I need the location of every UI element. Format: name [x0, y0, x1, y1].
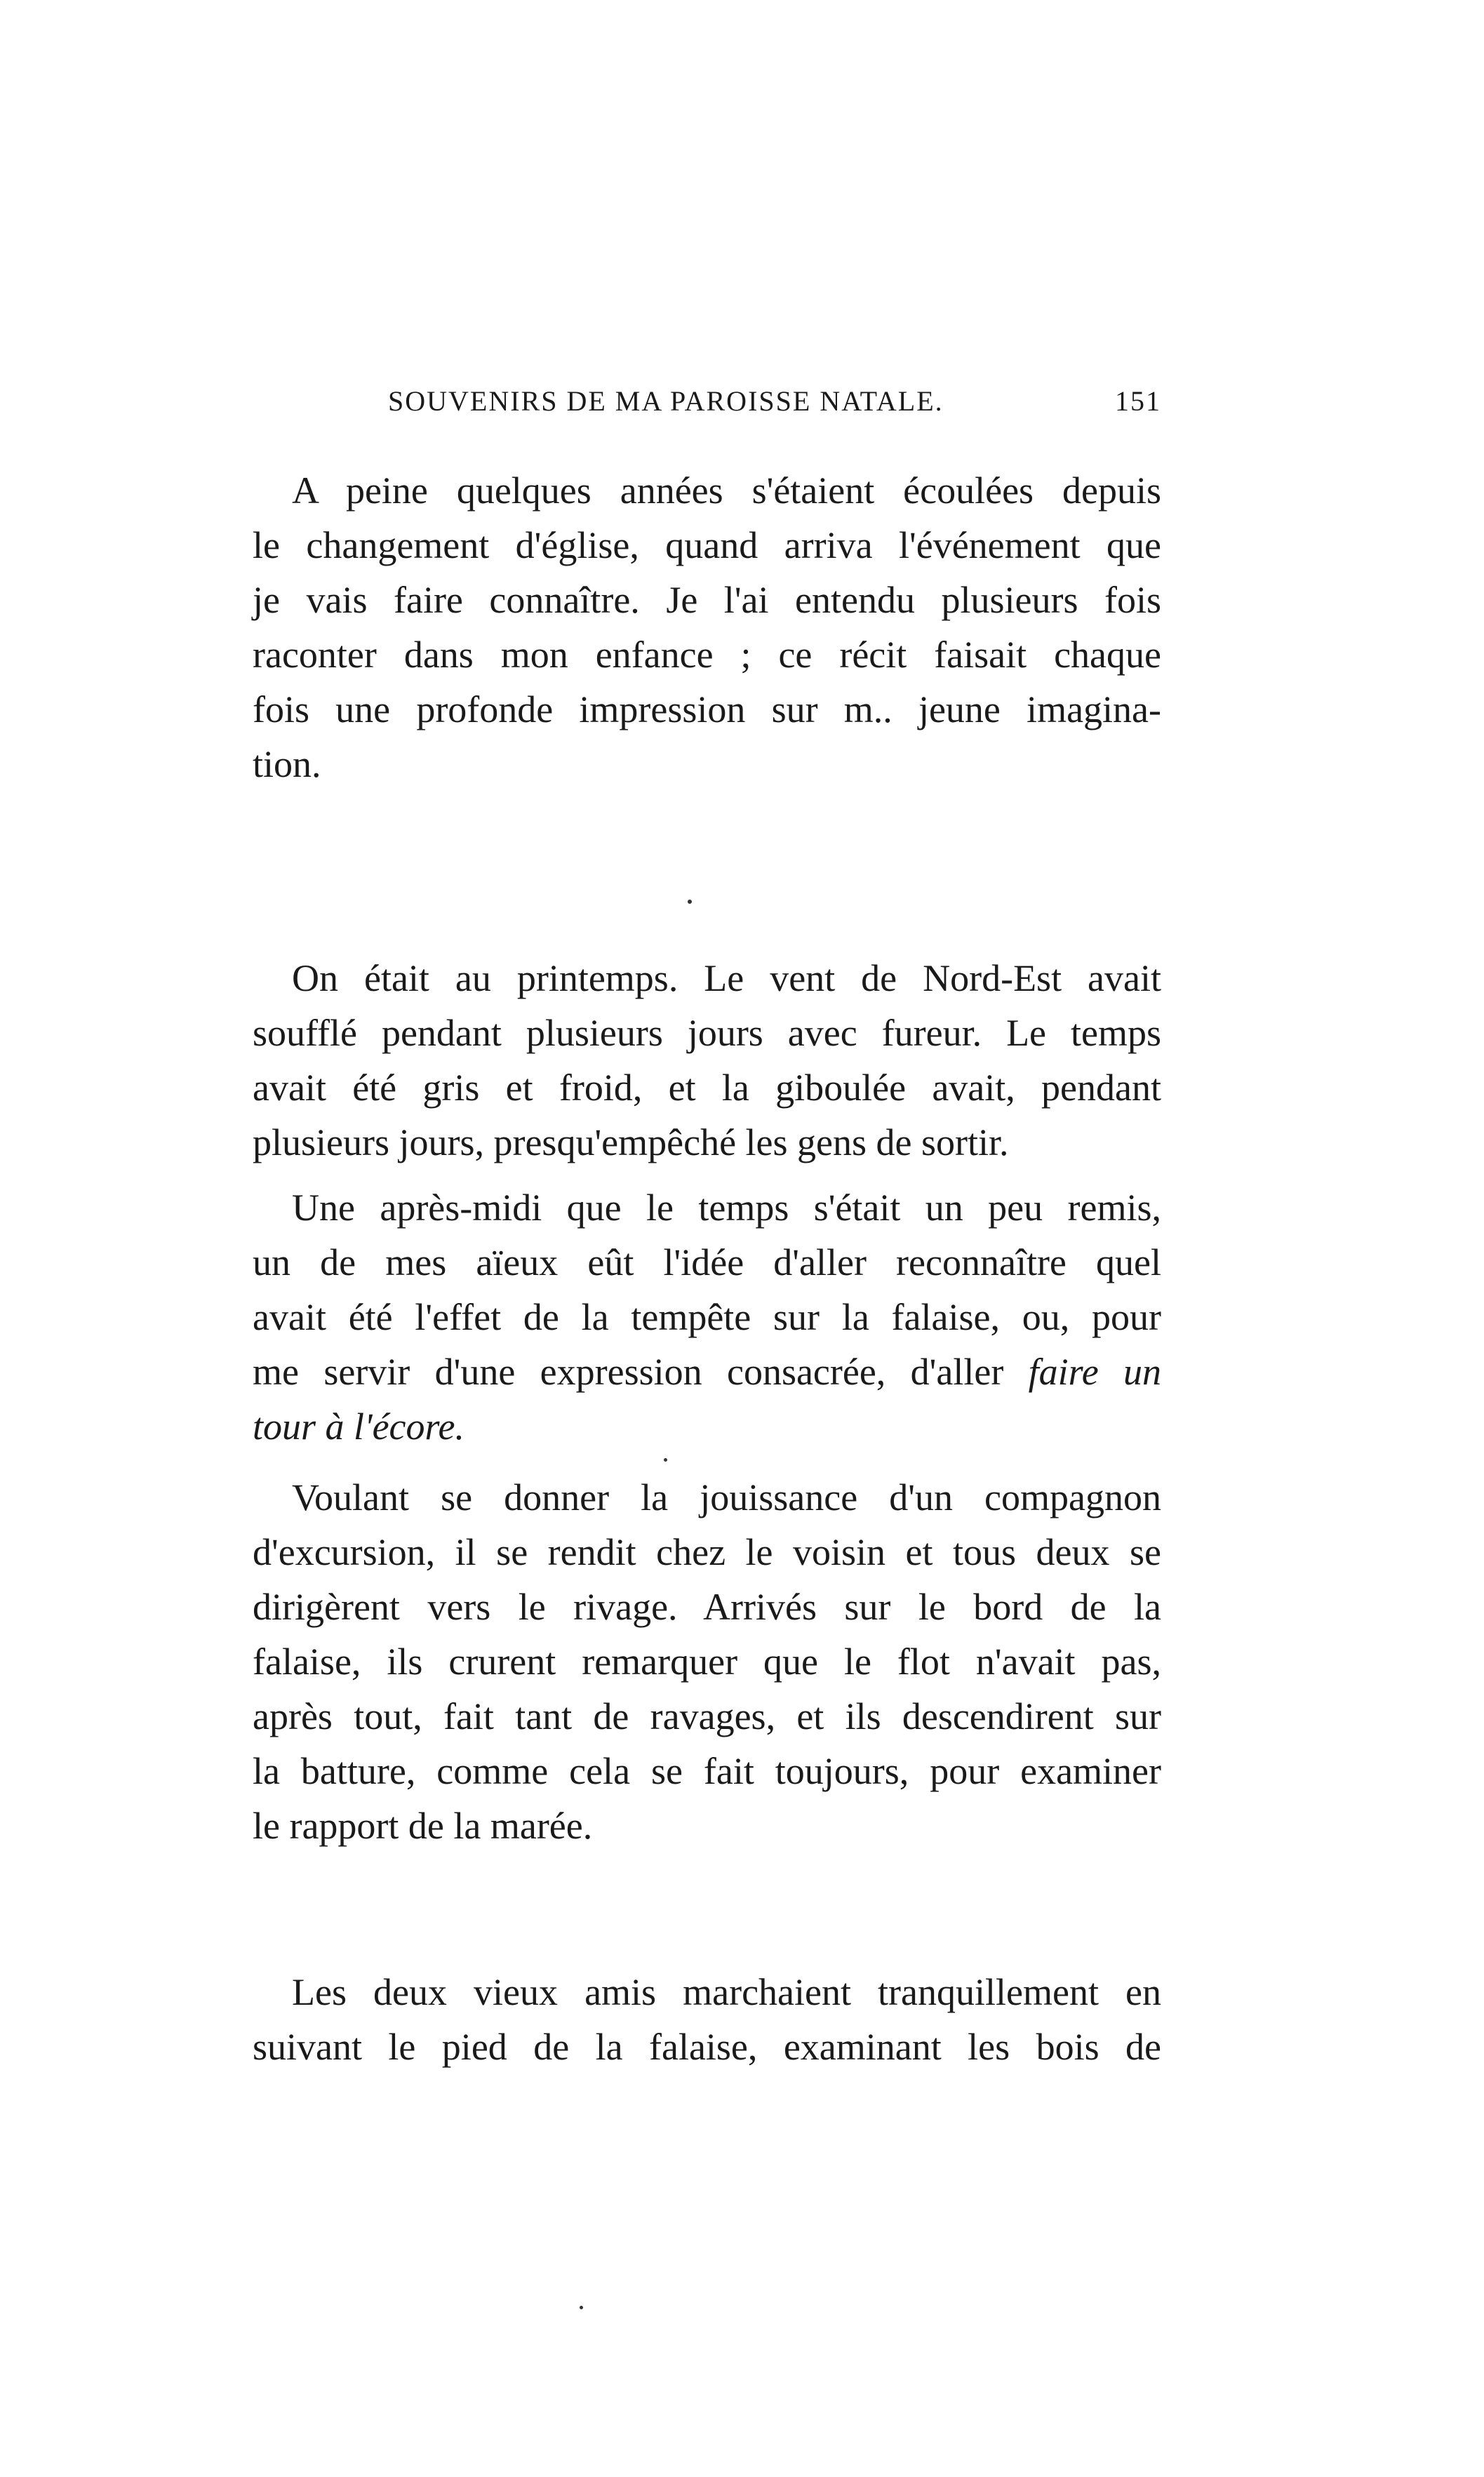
text-line: falaise, ils crurent remarquer que le flot n'avait pas,: [253, 1641, 1161, 1683]
text-line: avait été gris et froid, et la giboulée avait, pendant: [253, 1067, 1161, 1109]
text-line: Les deux vieux amis marchaient tranquillement en: [292, 1971, 1161, 2013]
text-line: soufflé pendant plusieurs jours avec fureur. Le temps: [253, 1012, 1161, 1054]
text-line: On était au printemps. Le vent de Nord-Est avait: [292, 957, 1161, 999]
text-line: [253, 1350, 1161, 1399]
ink-speck: [664, 1458, 667, 1462]
text-line: un de mes aïeux eût l'idée d'aller reconnaître quel: [253, 1241, 1161, 1283]
text-segment: me servir d'une expression consacrée, d'aller: [253, 1351, 1004, 1393]
italic-phrase: tour: [253, 1406, 316, 1448]
text-line: [253, 1405, 1161, 1454]
text-line: je vais faire connaître. Je l'ai entendu plusieurs fois: [253, 579, 1161, 621]
text-line: tion.: [253, 743, 321, 785]
text-line: dirigèrent vers le rivage. Arrivés sur le bord de la: [253, 1586, 1161, 1628]
running-title: SOUVENIRS DE MA PAROISSE NATALE.: [388, 385, 944, 417]
text-line: d'excursion, il se rendit chez le voisin et tous deux se: [253, 1531, 1161, 1573]
text-line: la batture, comme cela se fait toujours, pour examiner: [253, 1750, 1161, 1792]
italic-phrase: à l'écore.: [325, 1406, 464, 1448]
ink-speck: [688, 900, 692, 904]
text-line: avait été l'effet de la tempête sur la falaise, ou, pour: [253, 1296, 1161, 1338]
italic-phrase: faire un: [1028, 1351, 1162, 1393]
text-line: suivant le pied de la falaise, examinant les bois de: [253, 2026, 1161, 2068]
text-line: après tout, fait tant de ravages, et ils descendirent sur: [253, 1695, 1161, 1737]
ink-speck: [580, 2306, 583, 2309]
text-line: plusieurs jours, presqu'empêché les gens de sortir.: [253, 1121, 1009, 1163]
text-line: Une après-midi que le temps s'était un peu remis,: [292, 1187, 1161, 1229]
text-line: raconter dans mon enfance ; ce récit faisait chaque: [253, 634, 1161, 676]
text-line: le changement d'église, quand arriva l'événement que: [253, 524, 1161, 566]
text-line: Voulant se donner la jouissance d'un compagnon: [292, 1476, 1161, 1518]
text-line: le rapport de la marée.: [253, 1805, 593, 1847]
text-line: A peine quelques années s'étaient écoulées depuis: [292, 469, 1161, 512]
text-line: fois une profonde impression sur m.. jeune imagina-: [253, 688, 1161, 730]
page-header: [388, 385, 1161, 427]
page-number: 151: [1115, 385, 1161, 417]
